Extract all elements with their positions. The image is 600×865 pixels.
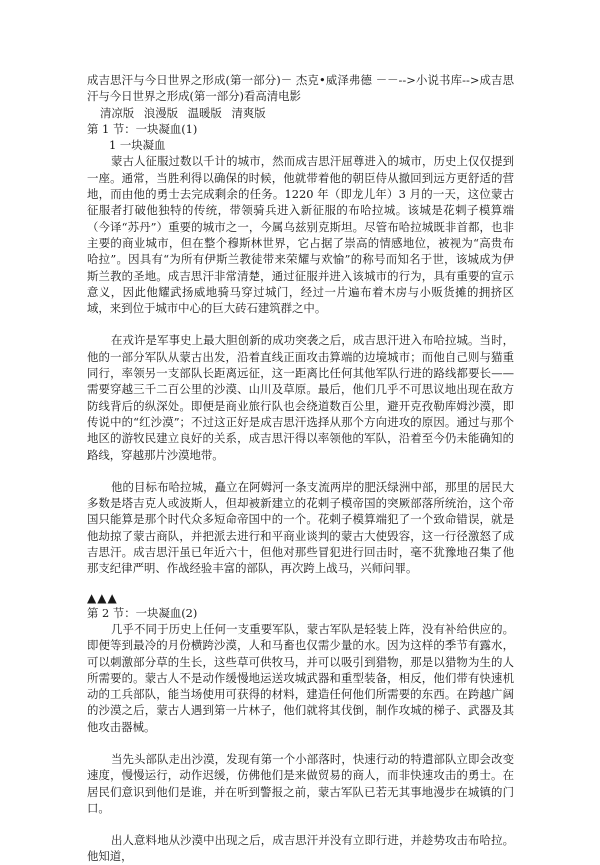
paragraph-gap [87, 816, 514, 832]
paragraph: 出人意料地从沙漠中出现之后，成吉思汗并没有立即行进，并趁势攻击布哈拉。他知道， [87, 833, 514, 864]
page-title: 成吉思汗与今日世界之形成(第一部分)－ 杰克•威泽弗德 －－-->小说书库-->成吉思汗与今日世界之形成(第一部分)看高清电影 [87, 73, 514, 104]
version-link-warm[interactable]: 温暖版 [187, 105, 222, 120]
section-1-subheading: 1 一块凝血 [109, 138, 166, 153]
paragraph-gap [87, 463, 514, 479]
paragraph: 几乎不同于历史上任何一支重要军队，蒙古军队是轻装上阵，没有补给供应的。即便等到最冷的月份横跨沙漠，人和马畜也仅需少量的水。因为这样的季节有露水，可以刺激部分草的生长，这些草可供牧马，并可以吸引到猎物，那是以猎物为生的人所需要的。蒙古人不是动作缓慢地运送攻城武器和重型装备，相反，他们带有快速机动的工兵部队，能当场使用可获得的材料，建造任何他们所需要的东西。在跨越广阔的沙漠之后，蒙古人遇到第一片林子，他们就将其伐倒，制作攻城的梯子、武器及其他攻击器械。 [87, 621, 514, 734]
paragraph: 当先头部队走出沙漠，发现有第一个小部落时，快速行动的特遣部队立即会改变速度，慢慢运行，动作迟缓，仿佛他们是来做贸易的商人，而非快速攻击的勇士。在居民们意识到他们是谁，并在听到警报之前，蒙古军队已若无其事地漫步在城镇的门口。 [87, 751, 514, 815]
paragraph-gap [87, 316, 514, 332]
version-links [100, 105, 514, 121]
paragraph: 蒙古人征服过数以千计的城市，然而成吉思汗屈尊进入的城市，历史上仅仅提到一座。通常，当胜利得以确保的时候，他就带着他的朝臣侍从撤回到远方更舒适的营地，而由他的勇士去完成剩余的任务。1220 年（即龙儿年）3 月的一天，这位蒙古征服者打破他独特的传统，带领骑兵进入新征服的布哈拉城。该城是花剌子模算端（今译“苏丹”）重要的城市之一，今属乌兹别克斯坦。尽管布哈拉城既非首都，也非主要的商业城市，但在整个穆斯林世界，它占据了崇高的情感地位，被视为“高贵布哈拉”。因具有“为所有伊斯兰教徒带来荣耀与欢愉”的称号而知名于世，该城成为伊斯兰教的圣地。成吉思汗非常清楚，通过征服并进入该城市的行为，具有重要的宣示意义，因此他耀武扬威地骑马穿过城门，经过一片遍布着木房与小贩货摊的拥挤区域，来到位于城市中心的巨大砖石建筑群之中。 [87, 154, 514, 316]
paragraph-gap [87, 735, 514, 751]
version-link-cool[interactable]: 清凉版 [100, 105, 135, 120]
paragraph: 他的目标布哈拉城，矗立在阿姆河一条支流两岸的肥沃绿洲中部，那里的居民大多数是塔吉克人或波斯人，但却被新建立的花剌子模帝国的突厥部落所统治，这个帝国只能算是那个时代众多短命帝国中的一个。花剌子模算端犯了一个致命错误，就是他劫掠了蒙古商队，并把派去进行和平商业谈判的蒙古大使毁容，这一行径激怒了成吉思汗。成吉思汗虽已年近六十，但他对那些冒犯进行回击时，毫不犹豫地召集了他那支纪律严明、作战经验丰富的部队，再次跨上战马，兴师问罪。 [87, 479, 514, 576]
paragraph: 在戎许是军事史上最大胆创新的成功突袭之后，成吉思汗进入布哈拉城。当时，他的一部分军队从蒙古出发，沿着直线正面攻击算端的边境城市；而他自己则与猫重同行，率领另一支部队长距离远征，这一距离比任何其他军队行进的路线都要长——需要穿越三千二百公里的沙漠、山川及草原。最后，他们几乎不可思议地出现在敌方防线背后的纵深处。即便是商业旅行队也会绕道数百公里，避开克孜勒库姆沙漠，即传说中的“红沙漠”；不过这正好是成吉思汗选择从那个方向进攻的原因。通过与那个地区的游牧民建立良好的关系，成吉思汗得以率领他的军队，沿着至今仍未能确知的路线，穿越那片沙漠地带。 [87, 333, 514, 462]
version-link-romantic[interactable]: 浪漫版 [143, 105, 178, 120]
section-2-heading: 第 2 节：一块凝血(2) [87, 605, 198, 620]
document-page [87, 72, 514, 865]
version-link-fresh[interactable]: 清爽版 [231, 105, 266, 120]
section-divider: ▲▲▲ [87, 590, 118, 605]
section-1-heading: 第 1 节：一块凝血(1) [87, 121, 198, 136]
